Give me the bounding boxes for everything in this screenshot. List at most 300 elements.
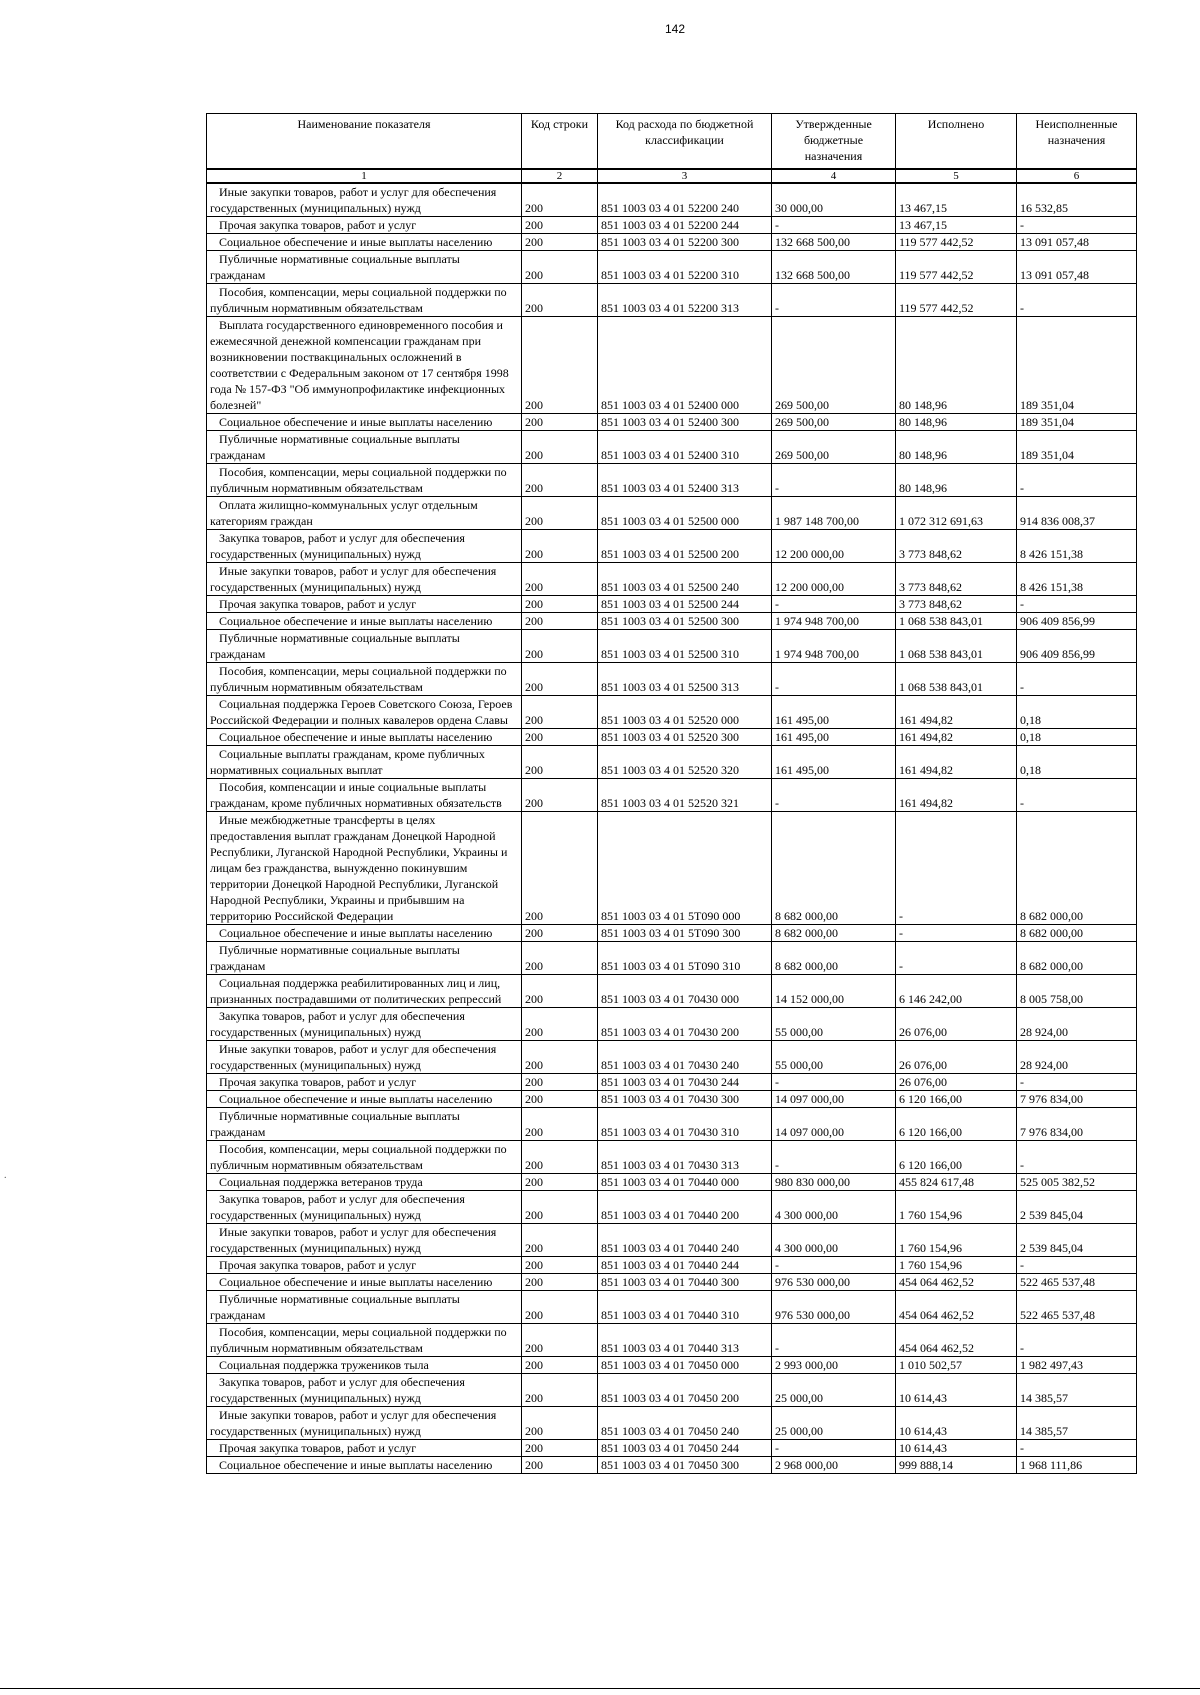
- row-unexecuted-cell: 189 351,04: [1017, 431, 1137, 464]
- row-approved-cell: -: [772, 1440, 896, 1457]
- row-name-cell: Социальная поддержка реабилитированных лиц и лиц, признанных пострадавшими от политических репрессий: [207, 975, 522, 1008]
- row-approved-cell: 25 000,00: [772, 1407, 896, 1440]
- row-approved-cell: 4 300 000,00: [772, 1191, 896, 1224]
- row-line-code-cell: 200: [522, 630, 598, 663]
- row-expense-code-cell: 851 1003 03 4 01 52500 200: [598, 530, 772, 563]
- row-name-cell: Прочая закупка товаров, работ и услуг: [207, 1257, 522, 1274]
- row-executed-cell: 454 064 462,52: [896, 1324, 1017, 1357]
- row-unexecuted-cell: 0,18: [1017, 729, 1137, 746]
- row-unexecuted-cell: 8 682 000,00: [1017, 942, 1137, 975]
- row-approved-cell: 8 682 000,00: [772, 942, 896, 975]
- row-executed-cell: 80 148,96: [896, 464, 1017, 497]
- table-row: [207, 729, 1137, 746]
- row-name-cell: Закупка товаров, работ и услуг для обеспечения государственных (муниципальных) нужд: [207, 1374, 522, 1407]
- row-executed-cell: 80 148,96: [896, 317, 1017, 414]
- row-line-code-cell: 200: [522, 414, 598, 431]
- row-unexecuted-cell: 8 682 000,00: [1017, 925, 1137, 942]
- row-approved-cell: 2 968 000,00: [772, 1457, 896, 1474]
- row-approved-cell: -: [772, 284, 896, 317]
- table-row: [207, 217, 1137, 234]
- table-row: [207, 251, 1137, 284]
- row-expense-code-cell: 851 1003 03 4 01 70440 000: [598, 1174, 772, 1191]
- row-expense-code-cell: 851 1003 03 4 01 52500 313: [598, 663, 772, 696]
- row-line-code-cell: 200: [522, 1041, 598, 1074]
- row-name-cell: Иные закупки товаров, работ и услуг для обеспечения государственных (муниципальных) нужд: [207, 1407, 522, 1440]
- row-name-cell: Пособия, компенсации и иные социальные выплаты гражданам, кроме публичных нормативных обязательств: [207, 779, 522, 812]
- row-name-cell: Пособия, компенсации, меры социальной поддержки по публичным нормативным обязательствам: [207, 1141, 522, 1174]
- table-row: [207, 1324, 1137, 1357]
- row-unexecuted-cell: 14 385,57: [1017, 1374, 1137, 1407]
- row-name-cell: Социальная поддержка Героев Советского Союза, Героев Российской Федерации и полных кавалеров ордена Славы: [207, 696, 522, 729]
- row-line-code-cell: 200: [522, 1074, 598, 1091]
- row-expense-code-cell: 851 1003 03 4 01 70450 000: [598, 1357, 772, 1374]
- row-unexecuted-cell: -: [1017, 663, 1137, 696]
- table-row: [207, 925, 1137, 942]
- row-name-cell: Социальное обеспечение и иные выплаты населению: [207, 1274, 522, 1291]
- row-line-code-cell: 200: [522, 1008, 598, 1041]
- col-number: 3: [598, 169, 772, 183]
- row-executed-cell: 119 577 442,52: [896, 234, 1017, 251]
- row-line-code-cell: 200: [522, 1091, 598, 1108]
- row-expense-code-cell: 851 1003 03 4 01 70440 240: [598, 1224, 772, 1257]
- row-unexecuted-cell: -: [1017, 1141, 1137, 1174]
- row-expense-code-cell: 851 1003 03 4 01 70430 240: [598, 1041, 772, 1074]
- row-line-code-cell: 200: [522, 497, 598, 530]
- row-unexecuted-cell: 0,18: [1017, 746, 1137, 779]
- row-expense-code-cell: 851 1003 03 4 01 52400 300: [598, 414, 772, 431]
- row-line-code-cell: 200: [522, 1324, 598, 1357]
- row-approved-cell: 2 993 000,00: [772, 1357, 896, 1374]
- row-executed-cell: 999 888,14: [896, 1457, 1017, 1474]
- row-unexecuted-cell: 189 351,04: [1017, 317, 1137, 414]
- row-expense-code-cell: 851 1003 03 4 01 52500 244: [598, 596, 772, 613]
- row-line-code-cell: 200: [522, 696, 598, 729]
- row-name-cell: Публичные нормативные социальные выплаты гражданам: [207, 942, 522, 975]
- table-row: [207, 696, 1137, 729]
- row-name-cell: Публичные нормативные социальные выплаты гражданам: [207, 251, 522, 284]
- row-name-cell: Социальное обеспечение и иные выплаты населению: [207, 414, 522, 431]
- row-unexecuted-cell: -: [1017, 1440, 1137, 1457]
- table-row: [207, 663, 1137, 696]
- row-line-code-cell: 200: [522, 1374, 598, 1407]
- row-executed-cell: 6 120 166,00: [896, 1108, 1017, 1141]
- row-line-code-cell: 200: [522, 613, 598, 630]
- row-approved-cell: 161 495,00: [772, 729, 896, 746]
- row-executed-cell: 6 120 166,00: [896, 1141, 1017, 1174]
- row-executed-cell: 10 614,43: [896, 1374, 1017, 1407]
- row-approved-cell: 12 200 000,00: [772, 563, 896, 596]
- row-unexecuted-cell: -: [1017, 596, 1137, 613]
- row-line-code-cell: 200: [522, 1274, 598, 1291]
- row-approved-cell: -: [772, 464, 896, 497]
- row-expense-code-cell: 851 1003 03 4 01 70440 200: [598, 1191, 772, 1224]
- row-executed-cell: -: [896, 812, 1017, 925]
- row-line-code-cell: 200: [522, 563, 598, 596]
- row-expense-code-cell: 851 1003 03 4 01 5Т090 300: [598, 925, 772, 942]
- row-name-cell: Социальная поддержка ветеранов труда: [207, 1174, 522, 1191]
- row-approved-cell: 132 668 500,00: [772, 251, 896, 284]
- col-header-expense-code: Код расхода по бюджетной классификации: [598, 114, 772, 170]
- row-expense-code-cell: 851 1003 03 4 01 52400 310: [598, 431, 772, 464]
- row-approved-cell: 161 495,00: [772, 746, 896, 779]
- row-line-code-cell: 200: [522, 663, 598, 696]
- row-expense-code-cell: 851 1003 03 4 01 52200 300: [598, 234, 772, 251]
- row-executed-cell: 10 614,43: [896, 1440, 1017, 1457]
- row-expense-code-cell: 851 1003 03 4 01 70430 244: [598, 1074, 772, 1091]
- row-approved-cell: -: [772, 1257, 896, 1274]
- row-executed-cell: 13 467,15: [896, 217, 1017, 234]
- row-executed-cell: 3 773 848,62: [896, 530, 1017, 563]
- col-header-executed: Исполнено: [896, 114, 1017, 170]
- row-name-cell: Социальное обеспечение и иные выплаты населению: [207, 925, 522, 942]
- row-approved-cell: 14 097 000,00: [772, 1108, 896, 1141]
- row-expense-code-cell: 851 1003 03 4 01 70430 200: [598, 1008, 772, 1041]
- row-name-cell: Иные закупки товаров, работ и услуг для обеспечения государственных (муниципальных) нужд: [207, 1224, 522, 1257]
- row-expense-code-cell: 851 1003 03 4 01 52520 000: [598, 696, 772, 729]
- row-unexecuted-cell: -: [1017, 464, 1137, 497]
- row-executed-cell: 1 068 538 843,01: [896, 630, 1017, 663]
- row-expense-code-cell: 851 1003 03 4 01 52400 313: [598, 464, 772, 497]
- row-unexecuted-cell: -: [1017, 1074, 1137, 1091]
- row-name-cell: Публичные нормативные социальные выплаты гражданам: [207, 630, 522, 663]
- table-row: [207, 317, 1137, 414]
- row-unexecuted-cell: -: [1017, 217, 1137, 234]
- row-name-cell: Прочая закупка товаров, работ и услуг: [207, 1440, 522, 1457]
- row-executed-cell: 161 494,82: [896, 746, 1017, 779]
- row-executed-cell: 1 068 538 843,01: [896, 613, 1017, 630]
- row-approved-cell: 1 974 948 700,00: [772, 630, 896, 663]
- row-unexecuted-cell: 8 426 151,38: [1017, 563, 1137, 596]
- row-unexecuted-cell: 2 539 845,04: [1017, 1191, 1137, 1224]
- row-expense-code-cell: 851 1003 03 4 01 70440 313: [598, 1324, 772, 1357]
- table-row: [207, 563, 1137, 596]
- row-line-code-cell: 200: [522, 1257, 598, 1274]
- row-expense-code-cell: 851 1003 03 4 01 70430 000: [598, 975, 772, 1008]
- row-name-cell: Публичные нормативные социальные выплаты гражданам: [207, 1108, 522, 1141]
- row-unexecuted-cell: 1 982 497,43: [1017, 1357, 1137, 1374]
- row-line-code-cell: 200: [522, 1191, 598, 1224]
- row-approved-cell: 269 500,00: [772, 431, 896, 464]
- row-executed-cell: 1 760 154,96: [896, 1224, 1017, 1257]
- table-row: [207, 1091, 1137, 1108]
- row-expense-code-cell: 851 1003 03 4 01 52500 300: [598, 613, 772, 630]
- row-approved-cell: 1 974 948 700,00: [772, 613, 896, 630]
- row-executed-cell: -: [896, 942, 1017, 975]
- row-unexecuted-cell: 0,18: [1017, 696, 1137, 729]
- row-unexecuted-cell: 906 409 856,99: [1017, 613, 1137, 630]
- row-expense-code-cell: 851 1003 03 4 01 70430 300: [598, 1091, 772, 1108]
- row-approved-cell: 55 000,00: [772, 1041, 896, 1074]
- table-row: [207, 1008, 1137, 1041]
- row-name-cell: Закупка товаров, работ и услуг для обеспечения государственных (муниципальных) нужд: [207, 1191, 522, 1224]
- row-executed-cell: 454 064 462,52: [896, 1274, 1017, 1291]
- row-name-cell: Выплата государственного единовременного пособия и ежемесячной денежной компенсации гражданам при возникновении поствакцинальных осложнений в соответствии с Федеральным законом от 17 сентября 1998 года № 157-ФЗ "Об иммунопрофилактике инфекционных болезней": [207, 317, 522, 414]
- row-approved-cell: 161 495,00: [772, 696, 896, 729]
- row-approved-cell: 269 500,00: [772, 414, 896, 431]
- row-unexecuted-cell: 525 005 382,52: [1017, 1174, 1137, 1191]
- row-line-code-cell: 200: [522, 1457, 598, 1474]
- row-name-cell: Иные закупки товаров, работ и услуг для обеспечения государственных (муниципальных) нужд: [207, 563, 522, 596]
- row-line-code-cell: 200: [522, 942, 598, 975]
- row-name-cell: Пособия, компенсации, меры социальной поддержки по публичным нормативным обязательствам: [207, 1324, 522, 1357]
- row-line-code-cell: 200: [522, 1407, 598, 1440]
- table-row: [207, 596, 1137, 613]
- row-name-cell: Публичные нормативные социальные выплаты гражданам: [207, 1291, 522, 1324]
- row-approved-cell: 8 682 000,00: [772, 812, 896, 925]
- row-executed-cell: 455 824 617,48: [896, 1174, 1017, 1191]
- table-row: [207, 630, 1137, 663]
- col-number: 1: [207, 169, 522, 183]
- row-expense-code-cell: 851 1003 03 4 01 5Т090 000: [598, 812, 772, 925]
- row-approved-cell: 269 500,00: [772, 317, 896, 414]
- row-unexecuted-cell: 7 976 834,00: [1017, 1108, 1137, 1141]
- table-row: [207, 431, 1137, 464]
- row-unexecuted-cell: 13 091 057,48: [1017, 234, 1137, 251]
- row-unexecuted-cell: 906 409 856,99: [1017, 630, 1137, 663]
- row-executed-cell: -: [896, 925, 1017, 942]
- table-row: [207, 746, 1137, 779]
- row-line-code-cell: 200: [522, 1357, 598, 1374]
- row-line-code-cell: 200: [522, 1108, 598, 1141]
- row-approved-cell: 4 300 000,00: [772, 1224, 896, 1257]
- table-row: [207, 414, 1137, 431]
- table-row: [207, 613, 1137, 630]
- row-unexecuted-cell: 8 005 758,00: [1017, 975, 1137, 1008]
- row-expense-code-cell: 851 1003 03 4 01 70440 310: [598, 1291, 772, 1324]
- row-line-code-cell: 200: [522, 464, 598, 497]
- table-row: [207, 497, 1137, 530]
- row-approved-cell: 976 530 000,00: [772, 1291, 896, 1324]
- row-expense-code-cell: 851 1003 03 4 01 52200 240: [598, 183, 772, 217]
- row-expense-code-cell: 851 1003 03 4 01 52500 000: [598, 497, 772, 530]
- table-row: [207, 1440, 1137, 1457]
- col-header-line-code: Код строки: [522, 114, 598, 170]
- row-approved-cell: 1 987 148 700,00: [772, 497, 896, 530]
- table-row: [207, 1274, 1137, 1291]
- row-unexecuted-cell: 189 351,04: [1017, 414, 1137, 431]
- row-approved-cell: -: [772, 1074, 896, 1091]
- row-expense-code-cell: 851 1003 03 4 01 70430 310: [598, 1108, 772, 1141]
- row-name-cell: Социальные выплаты гражданам, кроме публичных нормативных социальных выплат: [207, 746, 522, 779]
- table-body: [207, 183, 1137, 1474]
- row-line-code-cell: 200: [522, 975, 598, 1008]
- row-executed-cell: 161 494,82: [896, 696, 1017, 729]
- row-approved-cell: 30 000,00: [772, 183, 896, 217]
- row-line-code-cell: 200: [522, 251, 598, 284]
- table-row: [207, 1141, 1137, 1174]
- row-executed-cell: 26 076,00: [896, 1041, 1017, 1074]
- row-approved-cell: -: [772, 1141, 896, 1174]
- row-expense-code-cell: 851 1003 03 4 01 5Т090 310: [598, 942, 772, 975]
- row-unexecuted-cell: 28 924,00: [1017, 1008, 1137, 1041]
- table-row: [207, 1357, 1137, 1374]
- row-expense-code-cell: 851 1003 03 4 01 70430 313: [598, 1141, 772, 1174]
- col-header-name: Наименование показателя: [207, 114, 522, 170]
- col-header-approved: Утвержденные бюджетные назначения: [772, 114, 896, 170]
- row-expense-code-cell: 851 1003 03 4 01 70440 244: [598, 1257, 772, 1274]
- row-line-code-cell: 200: [522, 1141, 598, 1174]
- row-expense-code-cell: 851 1003 03 4 01 52500 240: [598, 563, 772, 596]
- row-name-cell: Иные закупки товаров, работ и услуг для обеспечения государственных (муниципальных) нужд: [207, 183, 522, 217]
- row-name-cell: Пособия, компенсации, меры социальной поддержки по публичным нормативным обязательствам: [207, 284, 522, 317]
- row-line-code-cell: 200: [522, 1224, 598, 1257]
- table-row: [207, 1291, 1137, 1324]
- row-executed-cell: 119 577 442,52: [896, 251, 1017, 284]
- row-line-code-cell: 200: [522, 779, 598, 812]
- row-executed-cell: 1 760 154,96: [896, 1257, 1017, 1274]
- row-line-code-cell: 200: [522, 729, 598, 746]
- row-expense-code-cell: 851 1003 03 4 01 70450 300: [598, 1457, 772, 1474]
- col-number: 6: [1017, 169, 1137, 183]
- row-expense-code-cell: 851 1003 03 4 01 52200 313: [598, 284, 772, 317]
- row-line-code-cell: 200: [522, 925, 598, 942]
- table-row: [207, 1108, 1137, 1141]
- table-row: [207, 1174, 1137, 1191]
- budget-execution-table: [206, 113, 1137, 1474]
- row-line-code-cell: 200: [522, 284, 598, 317]
- row-executed-cell: 1 068 538 843,01: [896, 663, 1017, 696]
- row-approved-cell: -: [772, 217, 896, 234]
- row-unexecuted-cell: 2 539 845,04: [1017, 1224, 1137, 1257]
- row-executed-cell: 1 010 502,57: [896, 1357, 1017, 1374]
- table-row: [207, 1457, 1137, 1474]
- row-unexecuted-cell: -: [1017, 284, 1137, 317]
- row-name-cell: Прочая закупка товаров, работ и услуг: [207, 217, 522, 234]
- row-name-cell: Прочая закупка товаров, работ и услуг: [207, 1074, 522, 1091]
- row-unexecuted-cell: 914 836 008,37: [1017, 497, 1137, 530]
- row-line-code-cell: 200: [522, 431, 598, 464]
- row-expense-code-cell: 851 1003 03 4 01 52400 000: [598, 317, 772, 414]
- row-line-code-cell: 200: [522, 746, 598, 779]
- row-expense-code-cell: 851 1003 03 4 01 52200 244: [598, 217, 772, 234]
- table-row: [207, 1191, 1137, 1224]
- table-row: [207, 1074, 1137, 1091]
- row-expense-code-cell: 851 1003 03 4 01 70450 200: [598, 1374, 772, 1407]
- col-header-unexecuted: Неисполненные назначения: [1017, 114, 1137, 170]
- row-approved-cell: 14 152 000,00: [772, 975, 896, 1008]
- row-line-code-cell: 200: [522, 596, 598, 613]
- row-unexecuted-cell: 16 532,85: [1017, 183, 1137, 217]
- row-approved-cell: 8 682 000,00: [772, 925, 896, 942]
- header-row: [207, 114, 1137, 170]
- table-row: [207, 1257, 1137, 1274]
- row-expense-code-cell: 851 1003 03 4 01 52520 320: [598, 746, 772, 779]
- row-unexecuted-cell: -: [1017, 1257, 1137, 1274]
- row-unexecuted-cell: -: [1017, 779, 1137, 812]
- row-unexecuted-cell: 522 465 537,48: [1017, 1291, 1137, 1324]
- row-expense-code-cell: 851 1003 03 4 01 52200 310: [598, 251, 772, 284]
- row-approved-cell: 55 000,00: [772, 1008, 896, 1041]
- row-executed-cell: 80 148,96: [896, 431, 1017, 464]
- table-row: [207, 1224, 1137, 1257]
- row-name-cell: Социальная поддержка тружеников тыла: [207, 1357, 522, 1374]
- row-approved-cell: 14 097 000,00: [772, 1091, 896, 1108]
- row-name-cell: Социальное обеспечение и иные выплаты населению: [207, 1457, 522, 1474]
- header-number-row: [207, 169, 1137, 183]
- row-executed-cell: 161 494,82: [896, 779, 1017, 812]
- row-approved-cell: -: [772, 663, 896, 696]
- row-executed-cell: 80 148,96: [896, 414, 1017, 431]
- row-name-cell: Прочая закупка товаров, работ и услуг: [207, 596, 522, 613]
- row-line-code-cell: 200: [522, 1174, 598, 1191]
- row-name-cell: Закупка товаров, работ и услуг для обеспечения государственных (муниципальных) нужд: [207, 530, 522, 563]
- table-row: [207, 530, 1137, 563]
- row-expense-code-cell: 851 1003 03 4 01 52520 321: [598, 779, 772, 812]
- row-unexecuted-cell: 8 682 000,00: [1017, 812, 1137, 925]
- row-line-code-cell: 200: [522, 530, 598, 563]
- row-name-cell: Публичные нормативные социальные выплаты гражданам: [207, 431, 522, 464]
- row-approved-cell: 25 000,00: [772, 1374, 896, 1407]
- row-approved-cell: -: [772, 596, 896, 613]
- row-executed-cell: 10 614,43: [896, 1407, 1017, 1440]
- row-expense-code-cell: 851 1003 03 4 01 70450 244: [598, 1440, 772, 1457]
- row-unexecuted-cell: 7 976 834,00: [1017, 1091, 1137, 1108]
- row-line-code-cell: 200: [522, 217, 598, 234]
- row-unexecuted-cell: 14 385,57: [1017, 1407, 1137, 1440]
- table-row: [207, 779, 1137, 812]
- row-executed-cell: 3 773 848,62: [896, 596, 1017, 613]
- row-line-code-cell: 200: [522, 183, 598, 217]
- row-name-cell: Социальное обеспечение и иные выплаты населению: [207, 613, 522, 630]
- row-executed-cell: 1 760 154,96: [896, 1191, 1017, 1224]
- row-line-code-cell: 200: [522, 234, 598, 251]
- row-expense-code-cell: 851 1003 03 4 01 52500 310: [598, 630, 772, 663]
- row-line-code-cell: 200: [522, 1440, 598, 1457]
- row-executed-cell: 161 494,82: [896, 729, 1017, 746]
- row-executed-cell: 6 146 242,00: [896, 975, 1017, 1008]
- table-row: [207, 812, 1137, 925]
- table-row: [207, 234, 1137, 251]
- row-name-cell: Социальное обеспечение и иные выплаты населению: [207, 234, 522, 251]
- row-unexecuted-cell: 1 968 111,86: [1017, 1457, 1137, 1474]
- table-row: [207, 284, 1137, 317]
- page-number: 142: [664, 22, 686, 36]
- row-expense-code-cell: 851 1003 03 4 01 70440 300: [598, 1274, 772, 1291]
- row-executed-cell: 13 467,15: [896, 183, 1017, 217]
- row-name-cell: Пособия, компенсации, меры социальной поддержки по публичным нормативным обязательствам: [207, 663, 522, 696]
- col-number: 2: [522, 169, 598, 183]
- table-row: [207, 942, 1137, 975]
- row-unexecuted-cell: 13 091 057,48: [1017, 251, 1137, 284]
- row-unexecuted-cell: 28 924,00: [1017, 1041, 1137, 1074]
- row-expense-code-cell: 851 1003 03 4 01 70450 240: [598, 1407, 772, 1440]
- row-approved-cell: 976 530 000,00: [772, 1274, 896, 1291]
- row-name-cell: Социальное обеспечение и иные выплаты населению: [207, 1091, 522, 1108]
- table-row: [207, 183, 1137, 217]
- row-approved-cell: -: [772, 1324, 896, 1357]
- row-unexecuted-cell: -: [1017, 1324, 1137, 1357]
- table-row: [207, 1041, 1137, 1074]
- row-name-cell: Пособия, компенсации, меры социальной поддержки по публичным нормативным обязательствам: [207, 464, 522, 497]
- table-row: [207, 1407, 1137, 1440]
- table-row: [207, 1374, 1137, 1407]
- row-line-code-cell: 200: [522, 317, 598, 414]
- row-executed-cell: 26 076,00: [896, 1074, 1017, 1091]
- row-unexecuted-cell: 8 426 151,38: [1017, 530, 1137, 563]
- row-name-cell: Иные закупки товаров, работ и услуг для обеспечения государственных (муниципальных) нужд: [207, 1041, 522, 1074]
- row-line-code-cell: 200: [522, 812, 598, 925]
- col-number: 4: [772, 169, 896, 183]
- table-row: [207, 975, 1137, 1008]
- row-name-cell: Социальное обеспечение и иные выплаты населению: [207, 729, 522, 746]
- row-name-cell: Иные межбюджетные трансферты в целях предоставления выплат гражданам Донецкой Народной Республики, Луганской Народной Республики, Украины и лицам без гражданства, вынужденно покинувшим территории Донецкой Народной Республики, Луганской Народной Республики, Украины и прибывшим на территорию Российской Федерации: [207, 812, 522, 925]
- row-name-cell: Оплата жилищно-коммунальных услуг отдельным категориям граждан: [207, 497, 522, 530]
- row-name-cell: Закупка товаров, работ и услуг для обеспечения государственных (муниципальных) нужд: [207, 1008, 522, 1041]
- row-executed-cell: 6 120 166,00: [896, 1091, 1017, 1108]
- row-approved-cell: -: [772, 779, 896, 812]
- table-row: [207, 464, 1137, 497]
- row-executed-cell: 26 076,00: [896, 1008, 1017, 1041]
